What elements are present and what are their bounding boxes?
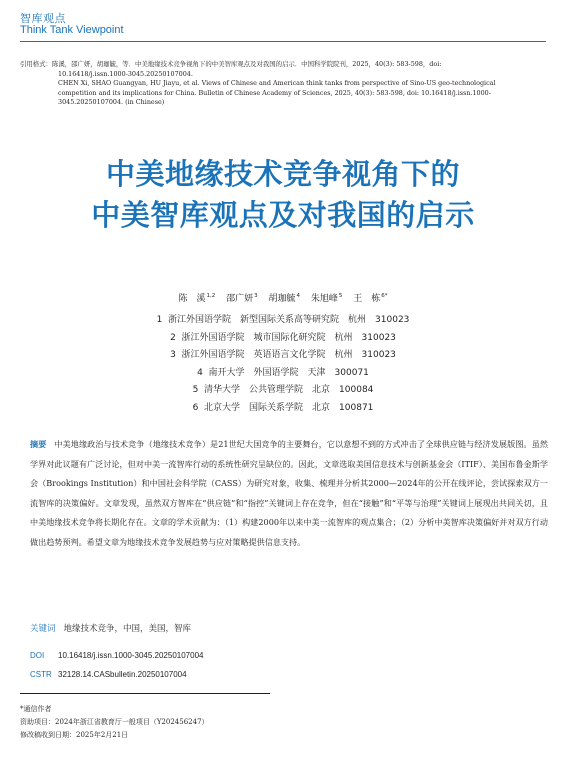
abstract [30,435,548,552]
cstr-label: CSTR [30,670,52,679]
article-title-line-2: 中美智库观点及对我国的启示 [91,198,475,232]
author-name: 王 栋 [353,294,381,304]
affiliation: 5 清华大学 公共管理学院 北京 100084 [192,385,374,395]
author [268,294,300,304]
abstract-label: 摘要 [30,439,47,449]
author [311,294,343,304]
abstract-text: 中美地缘政治与技术竞争（地缘技术竞争）是21世纪大国竞争的主要舞台，它以意想不到的方式冲击了全球供应链与经济发展版图。虽然学界对此议题有广泛讨论，但对中美一流智库行动的系统性研究呈缺位的。因此，文章选取美国信息技术与创新基金会（ITIF）、美国布鲁金斯学会（Brookings Institution）和中国社会科学院（CASS）为研究对象，收集、梳理并分析其2000—2024年的公开在线评论，尝试探索双方一流智库的决策偏好。文章发现，虽然双方智库在“供应链”和“指控”关键词上存在竞争，但在“接触”和“平等与治理”关键词上展现出共同关切，且中美地缘技术竞争将长期化存在。文章的学术贡献为：（1）构建2000年以来中美一流智库的观点集合；（2）分析中美智库决策偏好并对双方行动做出趋势预判。希望文章为地缘技术竞争发展趋势与应对策略提供信息支持。 [30,439,548,547]
author-name: 陈 溪 [178,294,206,304]
header-divider [20,41,546,42]
footnote-corresponding-author: *通信作者 [20,705,52,713]
author-affiliation-mark: 6* [381,293,388,299]
author-affiliation-mark: 4 [296,293,300,299]
author-name: 胡珈毓 [268,294,296,304]
footnote-funding: 资助项目：2024年浙江省教育厅一般项目（Y202456247） [20,718,209,726]
keywords [30,622,191,634]
author-name: 朱旭峰 [310,294,338,304]
affiliation: 2 浙江外国语学院 城市国际化研究院 杭州 310023 [170,332,396,343]
article-title-line-1: 中美地缘技术竞争视角下的 [105,157,460,191]
author-list [0,291,566,304]
author-affiliation-mark: 5 [338,293,343,299]
citation-block [20,60,550,108]
journal-section-subtitle: Think Tank Viewpoint [20,24,124,36]
affiliation: 4 南开大学 外国语学院 天津 300071 [197,367,369,378]
footnotes [20,703,209,742]
affiliation: 3 浙江外国语学院 英语语言文化学院 杭州 310023 [170,350,396,360]
doi-label: DOI [30,651,45,660]
citation-line: CHEN Xi, SHAO Guangyan, HU Jiayu, et al. Views of Chinese and American think tanks from perspective of Sino-US geo-technological [58,79,496,87]
affiliation-list [0,312,566,417]
keywords-label: 关键词 [30,624,56,634]
affiliation: 1 浙江外国语学院 新型国际关系高等研究院 杭州 310023 [156,315,410,325]
doi-line [30,651,203,660]
author [178,294,215,304]
doi-value[interactable]: 10.16418/j.issn.1000-3045.20250107004 [58,651,204,660]
keywords-text: 地缘技术竞争，中国，美国，智库 [63,624,192,634]
author [226,294,258,304]
cstr-value: 32128.14.CASbulletin.20250107004 [58,670,187,679]
affiliation: 6 北京大学 国际关系学院 北京 100871 [192,402,374,413]
author-affiliation-mark: 1,2 [206,293,216,299]
citation-line: 3045.20250107004. (in Chinese) [58,98,165,106]
citation-line: 引用格式：陈溪，邵广妍，胡珈毓，等．中美地缘技术竞争视角下的中美智库观点及对我国的启示．中国科学院院刊，2025，40(3): 583-598，doi: [20,60,442,68]
footnote-divider [20,693,270,694]
author [353,294,387,304]
footnote-revision-date: 修改稿收到日期：2025年2月21日 [20,731,129,739]
cstr-line [30,670,187,679]
citation-line: competition and its implications for China. Bulletin of Chinese Academy of Sciences, 2025, 40(3): 583-598, doi: 10.16418/j.issn.1000- [58,88,491,97]
citation-line: 10.16418/j.issn.1000-3045.20250107004. [58,69,193,78]
author-name: 邵广妍 [226,294,254,304]
journal-section-title: 智库观点 [20,12,66,25]
author-affiliation-mark: 3 [254,293,258,299]
